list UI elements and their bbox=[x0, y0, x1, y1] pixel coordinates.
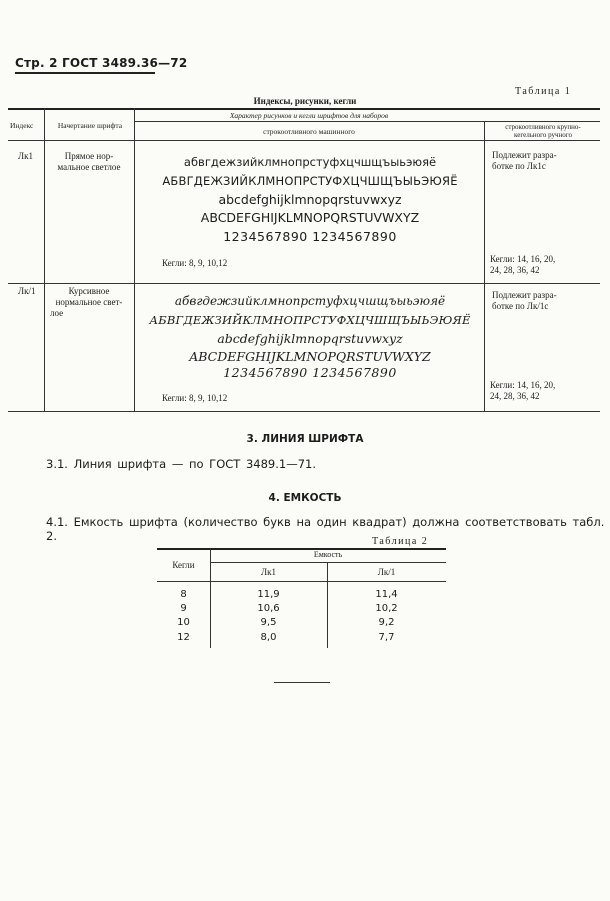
row2-sizes: Кегли: 8, 9, 10,12 bbox=[162, 393, 228, 403]
table1-vline-3 bbox=[484, 121, 485, 411]
header-group: Характер рисунков и кегли шрифтов для наборов bbox=[229, 111, 389, 120]
row1-index: Лк1 bbox=[18, 151, 33, 161]
header-manual-line-2: кегельного ручного bbox=[514, 131, 572, 139]
header-machine: строкоотливного машинного bbox=[263, 127, 355, 136]
table1-vline-1 bbox=[44, 108, 45, 411]
table2-header-a: Лк1 bbox=[261, 567, 276, 577]
row2-note-line-1: Подлежит разра- bbox=[492, 290, 557, 300]
row2-style-line-2: нормальное свет- bbox=[55, 297, 123, 307]
row1-note bbox=[492, 150, 557, 172]
table2-row3-size: 10 bbox=[177, 617, 190, 628]
header-manual bbox=[486, 123, 600, 139]
table1-vline-2 bbox=[134, 108, 135, 411]
table1-bottom-rule bbox=[8, 411, 600, 412]
end-rule bbox=[274, 682, 330, 683]
row2-note bbox=[492, 290, 557, 312]
table2-header-group: Емкость bbox=[313, 550, 343, 559]
row1-specimen-upper-cyrillic: АБВГДЕЖЗИЙКЛМНОПРСТУФХЦЧШЩЪЫЬЭЮЯЁ bbox=[162, 174, 458, 188]
table1-header-bottom-rule bbox=[8, 140, 600, 141]
row2-index: Лк/1 bbox=[18, 286, 36, 296]
table2-row3-b: 9,2 bbox=[378, 617, 395, 628]
row2-specimen-upper-latin: ABCDEFGHIJKLMNOPQRSTUVWXYZ bbox=[189, 349, 431, 364]
row2-specimen-lower-cyrillic: абвгдежзийклмнопрстуфхцчшщъыьэюяё bbox=[174, 294, 446, 308]
row1-style-line-2: мальное светлое bbox=[57, 162, 121, 172]
table2-label: Таблица 2 bbox=[372, 536, 429, 547]
row1-note-line-2: ботке по Лк1с bbox=[492, 161, 546, 171]
section3-title: 3. ЛИНИЯ ШРИФТА bbox=[246, 433, 364, 445]
section4-text: 4.1. Емкость шрифта (количество букв на один квадрат) должна соответствовать табл. 2. bbox=[46, 515, 605, 543]
table2-header-bottom-rule bbox=[157, 581, 446, 582]
row2-specimen-upper-cyrillic: АБВГДЕЖЗИЙКЛМНОПРСТУФХЦЧШЩЪЫЬЭЮЯЁ bbox=[149, 313, 471, 327]
row2-style-line-3: лое bbox=[50, 308, 64, 318]
table2-row4-b: 7,7 bbox=[378, 632, 395, 643]
table2-header-size: Кегли bbox=[172, 560, 195, 570]
row2-specimen-lower-latin: abcdefghijklmnopqrstuvwxyz bbox=[217, 331, 403, 346]
table1-label: Таблица 1 bbox=[515, 86, 572, 97]
table1-top-rule bbox=[8, 108, 600, 110]
table1-caption: Индексы, рисунки, кегли bbox=[253, 96, 357, 106]
row1-manual-sizes bbox=[490, 254, 555, 276]
table2-header-b: Лк/1 bbox=[377, 567, 396, 577]
row2-specimen-digits: 1234567890 1234567890 bbox=[223, 365, 397, 380]
row1-style bbox=[46, 151, 132, 173]
row2-note-line-2: ботке по Лк/1с bbox=[492, 301, 549, 311]
row2-style bbox=[46, 286, 132, 319]
row1-specimen-lower-cyrillic: абвгдежзийклмнопрстуфхцчшщъыьэюяё bbox=[183, 155, 437, 169]
row1-manual-sizes-line-1: Кегли: 14, 16, 20, bbox=[490, 254, 556, 264]
row1-specimen-digits: 1234567890 1234567890 bbox=[223, 229, 397, 244]
table2-row1-b: 11,4 bbox=[375, 589, 398, 600]
table1-row-rule bbox=[8, 283, 600, 284]
table2-row2-b: 10,2 bbox=[375, 603, 398, 614]
section3-text: 3.1. Линия шрифта — по ГОСТ 3489.1—71. bbox=[46, 457, 316, 471]
row2-manual-sizes-line-1: Кегли: 14, 16, 20, bbox=[490, 380, 556, 390]
section4-title: 4. ЕМКОСТЬ bbox=[268, 492, 342, 504]
table2-row4-size: 12 bbox=[177, 632, 190, 643]
row2-style-line-1: Курсивное bbox=[68, 286, 110, 296]
row1-sizes: Кегли: 8, 9, 10,12 bbox=[162, 258, 228, 268]
header-style: Начертание шрифта bbox=[57, 121, 123, 130]
header-index: Индекс bbox=[10, 121, 34, 130]
table2-row1-a: 11,9 bbox=[257, 589, 280, 600]
row1-note-line-1: Подлежит разра- bbox=[492, 150, 557, 160]
row1-specimen-upper-latin: ABCDEFGHIJKLMNOPQRSTUVWXYZ bbox=[200, 210, 420, 225]
table2-row2-a: 10,6 bbox=[257, 603, 280, 614]
row2-manual-sizes bbox=[490, 380, 555, 402]
header-manual-line-1: строкоотливного крупно- bbox=[505, 123, 581, 131]
header-rule bbox=[15, 72, 155, 74]
table1-subheader-rule bbox=[134, 121, 600, 122]
table2-row1-size: 8 bbox=[180, 589, 187, 600]
table2-row4-a: 8,0 bbox=[260, 632, 277, 643]
table2-row2-size: 9 bbox=[180, 603, 187, 614]
page-reference: Стр. 2 ГОСТ 3489.36—72 bbox=[15, 56, 188, 70]
row1-style-line-1: Прямое нор- bbox=[64, 151, 114, 161]
table2-row3-a: 9,5 bbox=[260, 617, 277, 628]
row1-specimen-lower-latin: abcdefghijklmnopqrstuvwxyz bbox=[218, 192, 402, 207]
row1-manual-sizes-line-2: 24, 28, 36, 42 bbox=[490, 265, 540, 275]
row2-manual-sizes-line-2: 24, 28, 36, 42 bbox=[490, 391, 540, 401]
table2-subheader-rule bbox=[210, 562, 446, 563]
